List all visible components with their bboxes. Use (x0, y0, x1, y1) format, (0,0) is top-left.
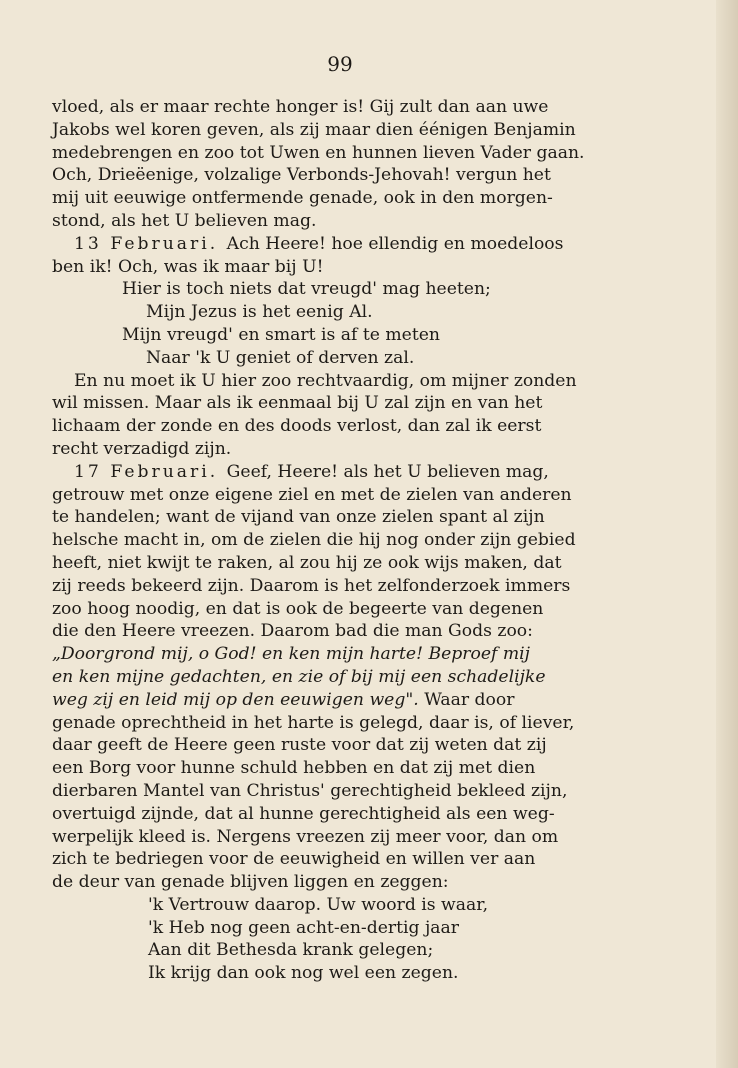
text-line: helsche macht in, om de zielen die hij nog onder zijn gebied (52, 530, 576, 551)
verse-line: Mijn Jezus is het eenig Al. (146, 302, 373, 323)
entry-text: Geef, Heere! als het U believen mag, (226, 461, 549, 482)
text-line: mij uit eeuwige ontfermende genade, ook in den morgen- (52, 188, 553, 209)
text-line: een Borg voor hunne schuld hebben en dat zij met dien (52, 758, 536, 779)
entry-date: 17 Februari. (74, 461, 227, 482)
text-line: daar geeft de Heere geen ruste voor dat zij weten dat zij (52, 735, 547, 756)
text-line: genade oprechtheid in het harte is gelegd, daar is, of liever, (52, 712, 575, 733)
verse-line: Hier is toch niets dat vreugd' mag heeten; (122, 279, 491, 300)
text-line: zich te bedriegen voor de eeuwigheid en willen ver aan (52, 849, 536, 870)
text-line: zoo hoog noodig, en dat is ook de begeerte van degenen (52, 598, 544, 619)
verse-line: Naar 'k U geniet of derven zal. (146, 347, 415, 368)
page-edge-shadow (716, 0, 738, 1068)
diary-entry-17-february (52, 461, 678, 484)
text-line: getrouw met onze eigene ziel en met de zielen van anderen (52, 484, 572, 505)
text-line: lichaam der zonde en des doods verlost, dan zal ik eerst (52, 416, 542, 437)
text-line: En nu moet ik U hier zoo rechtvaardig, om mijner zonden (74, 370, 577, 391)
text-continuation: Waar door (424, 689, 515, 710)
text-line: werpelijk kleed is. Nergens vreezen zij meer voor, dan om (52, 826, 559, 847)
text-line: heeft, niet kwijt te raken, al zou hij ze ook wijs maken, dat (52, 552, 562, 573)
diary-entry-13-february (52, 233, 678, 256)
text-line: de deur van genade blijven liggen en zeggen: (52, 872, 449, 893)
quotation-end: weg zij en leid mij op den eeuwigen weg". (52, 689, 425, 710)
verse-line: Mijn vreugd' en smart is af te meten (122, 324, 440, 345)
text-line: zij reeds bekeerd zijn. Daarom is het zelfonderzoek immers (52, 575, 571, 596)
entry-date: 13 Februari. (74, 233, 227, 254)
text-line: dierbaren Mantel van Christus' gerechtigheid bekleed zijn, (52, 780, 568, 801)
text-line: die den Heere vreezen. Daarom bad die man Gods zoo: (52, 621, 533, 642)
text-line: te handelen; want de vijand van onze zielen spant al zijn (52, 507, 545, 528)
quotation-line: en ken mijne gedachten, en zie of bij mij een schadelijke (52, 666, 546, 687)
page-number: 99 (327, 52, 353, 76)
verse-line: Ik krijg dan ook nog wel een zegen. (148, 963, 459, 984)
text-line: stond, als het U believen mag. (52, 210, 317, 231)
text-line: vloed, als er maar rechte honger is! Gij zult dan aan uwe (52, 97, 549, 117)
text-line: Jakobs wel koren geven, als zij maar dien éénigen Benjamin (52, 119, 576, 140)
entry-text: Ach Heere! hoe ellendig en moedeloos (226, 233, 564, 254)
text-line: wil missen. Maar als ik eenmaal bij U zal zijn en van het (52, 393, 543, 414)
text-line: ben ik! Och, was ik maar bij U! (52, 256, 324, 277)
page-body (52, 96, 678, 985)
verse-line: 'k Heb nog geen acht-en-dertig jaar (148, 917, 459, 938)
text-line: recht verzadigd zijn. (52, 438, 232, 459)
text-line: overtuigd zijnde, dat al hunne gerechtigheid als een weg- (52, 803, 555, 824)
quotation-end-line (52, 689, 678, 712)
text-line: medebrengen en zoo tot Uwen en hunnen lieven Vader gaan. (52, 142, 585, 163)
verse-line: Aan dit Bethesda krank gelegen; (148, 940, 434, 961)
text-line: Och, Drieëenige, volzalige Verbonds-Jehovah! vergun het (52, 165, 551, 186)
verse-line: 'k Vertrouw daarop. Uw woord is waar, (148, 894, 489, 915)
quotation-line: „Doorgrond mij, o God! en ken mijn harte! Beproef mij (52, 644, 530, 665)
